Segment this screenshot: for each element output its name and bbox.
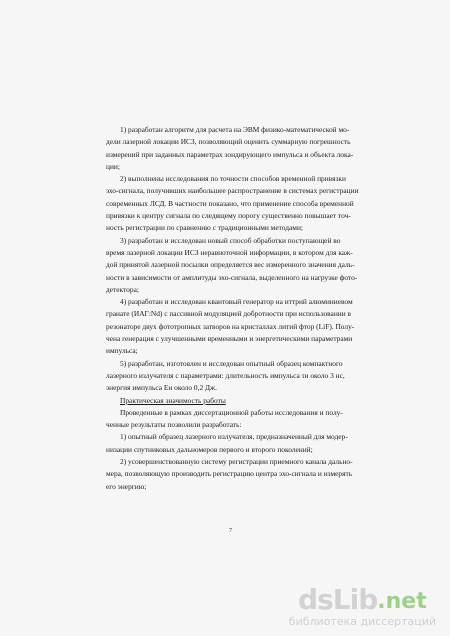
text-line: измерений при заданных параметрах зондирующего импульса и объекта лока- (106, 149, 354, 159)
text-line: чена генерация с улучшенными временными и энергетическими параметрами (106, 334, 353, 344)
text-line: Практическая значимость работы (120, 395, 226, 405)
text-line: резонаторе двух фототропных затворов на кристаллах литий фтор (LiF). Полу- (106, 321, 355, 331)
text-line: 4) разработан и исследован квантовый генератор на иттрий алюминиевом (120, 297, 353, 307)
text-line: эхо-сигнала, получивших наибольшее распространение в системах регистрации (106, 186, 359, 196)
text-line: дой принятой лазерной посылки определяется вес измеренного значения даль- (106, 260, 355, 270)
text-line: лазерного излучателя с параметрами: длительность импульса τи около 3 нс, (106, 370, 345, 380)
text-line: современных ЛСД. В частности показано, что применение способа временной (106, 198, 354, 208)
text-line: 2) усовершенствованную систему регистрации приемного канала дально- (120, 457, 353, 467)
page-number: 7 (229, 528, 232, 534)
text-line: время лазерной локации ИСЗ неравноточной информации, в котором для каж- (106, 247, 353, 257)
watermark-subtitle: библиотека диссертаций (288, 615, 436, 628)
text-line: энергия импульса Eи около 0,2 Дж. (106, 383, 217, 393)
text-line: низации спутниковых дальномеров первого и второго поколений; (106, 444, 313, 454)
text-line: дели лазерной локации ИСЗ, позволяющий оценить суммарную погрешность (106, 137, 351, 147)
text-line: гранате (ИАГ:Nd) с пассивной модуляцией добротности при использовании в (106, 309, 352, 319)
text-line: детектора; (106, 284, 139, 294)
logo-lib: Lib (332, 583, 378, 616)
text-line: 3) разработан и исследован новый способ обработки поступающей во (120, 235, 341, 245)
text-line: 5) разработан, изготовлен и исследован опытный образец компактного (120, 358, 343, 368)
dslib-logo (289, 583, 436, 616)
text-line: его энергию; (106, 481, 147, 491)
text-line: 1) разработан алгоритм для расчета на ЭВМ физико-математической мо- (120, 125, 350, 134)
text-line: импульса; (106, 346, 138, 356)
body-text (106, 124, 361, 493)
text-line: ченные результаты позволили разработать: (106, 420, 242, 430)
text-line: ции; (106, 161, 120, 171)
logo-ds: ds (298, 583, 333, 616)
dslib-watermark (288, 583, 436, 628)
text-line: ность регистрации по сравнению с традиционными методами; (106, 223, 303, 233)
text-line: мера, позволяющую производить регистрацию центра эхо-сигнала и измерять (106, 469, 353, 479)
text-line: 1) опытный образец лазерного излучателя, предназначенный для модер- (120, 432, 348, 442)
text-line: ности в зависимости от амплитуды эхо-сигнала, выделенного на нагрузке фото- (106, 272, 358, 282)
text-line: привязки к центру сигнала по следящему порогу существенно повышает точ- (106, 211, 351, 221)
logo-net: .net (377, 589, 427, 614)
text-line: 2) выполнены исследования по точности способов временной привязки (120, 174, 346, 184)
text-line: Проведенные в рамках диссертационной работы исследования и полу- (120, 407, 343, 417)
